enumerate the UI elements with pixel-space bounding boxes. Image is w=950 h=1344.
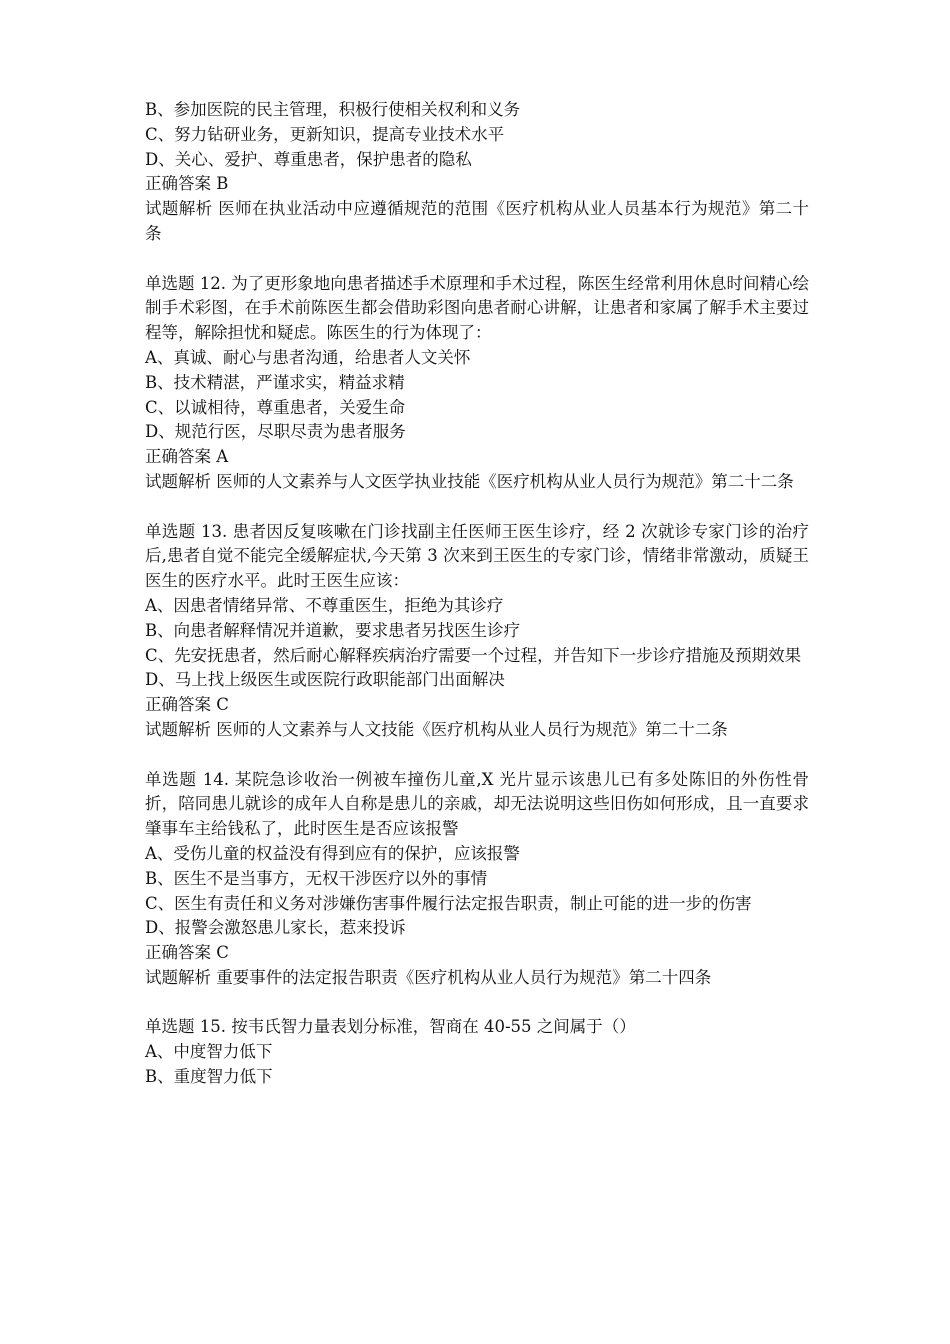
document-page xyxy=(145,98,809,1090)
option-c: C、医生有责任和义务对涉嫌伤害事件履行法定报告职责，制止可能的进一步的伤害 xyxy=(145,893,752,913)
option-a: A、因患者情绪异常、不尊重医生，拒绝为其诊疗 xyxy=(145,595,504,615)
option-d: D、报警会激怒患儿家长，惹来投诉 xyxy=(145,918,406,938)
option-c: C、努力钻研业务，更新知识，提高专业技术水平 xyxy=(145,124,505,144)
option-a: A、真诚、耐心与患者沟通，给患者人文关怀 xyxy=(145,347,471,367)
correct-answer: 正确答案 B xyxy=(145,174,229,194)
question-14 xyxy=(145,768,809,991)
question-stem: 单选题 14. 某院急诊收治一例被车撞伤儿童,X 光片显示该患儿已有多处陈旧的外伤性骨折，陪同患儿就诊的成年人自称是患儿的亲戚，却无法说明这些旧伤如何形成，且一直要求肇事车主给钱私了，此时医生是否应该报警 xyxy=(145,769,809,839)
option-d: D、马上找上级医生或医院行政职能部门出面解决 xyxy=(145,670,505,690)
question-15 xyxy=(145,1015,809,1089)
prev-question-tail xyxy=(145,98,809,247)
answer-analysis: 试题解析 重要事件的法定报告职责《医疗机构从业人员行为规范》第二十四条 xyxy=(145,967,712,987)
option-c: C、先安抚患者，然后耐心解释疾病治疗需要一个过程，并告知下一步诊疗措施及预期效果 xyxy=(145,645,802,665)
option-a: A、受伤儿童的权益没有得到应有的保护，应该报警 xyxy=(145,843,520,863)
option-c: C、以诚相待，尊重患者，关爱生命 xyxy=(145,397,406,417)
question-13 xyxy=(145,520,809,743)
question-12 xyxy=(145,272,809,495)
correct-answer: 正确答案 C xyxy=(145,695,229,715)
answer-analysis: 试题解析 医师的人文素养与人文技能《医疗机构从业人员行为规范》第二十二条 xyxy=(145,719,728,739)
option-d: D、规范行医，尽职尽责为患者服务 xyxy=(145,422,406,442)
answer-analysis: 试题解析 医师在执业活动中应遵循规范的范围《医疗机构从业人员基本行为规范》第二十条 xyxy=(145,199,809,243)
answer-analysis: 试题解析 医师的人文素养与人文医学执业技能《医疗机构从业人员行为规范》第二十二条 xyxy=(145,471,794,491)
option-a: A、中度智力低下 xyxy=(145,1042,273,1062)
question-stem: 单选题 12. 为了更形象地向患者描述手术原理和手术过程，陈医生经常利用休息时间精心绘制手术彩图，在手术前陈医生都会借助彩图向患者耐心讲解，让患者和家属了解手术主要过程等，解除担忧和疑虑。陈医生的行为体现了： xyxy=(145,273,809,343)
correct-answer: 正确答案 C xyxy=(145,943,229,963)
option-b: B、向患者解释情况并道歉，要求患者另找医生诊疗 xyxy=(145,620,521,640)
question-stem: 单选题 15. 按韦氏智力量表划分标准，智商在 40-55 之间属于（） xyxy=(145,1017,636,1037)
option-b: B、重度智力低下 xyxy=(145,1067,273,1087)
option-b: B、参加医院的民主管理，积极行使相关权利和义务 xyxy=(145,100,521,119)
question-stem: 单选题 13. 患者因反复咳嗽在门诊找副主任医师王医生诊疗，经 2 次就诊专家门诊的治疗后,患者自觉不能完全缓解症状,今天第 3 次来到王医生的专家门诊，情绪非常激动，质疑王医生的医疗水平。此时王医生应该： xyxy=(145,521,809,591)
correct-answer: 正确答案 A xyxy=(145,447,229,467)
option-b: B、技术精湛，严谨求实，精益求精 xyxy=(145,372,405,392)
option-b: B、医生不是当事方，无权干涉医疗以外的事情 xyxy=(145,868,488,888)
option-d: D、关心、爱护、尊重患者，保护患者的隐私 xyxy=(145,149,472,169)
